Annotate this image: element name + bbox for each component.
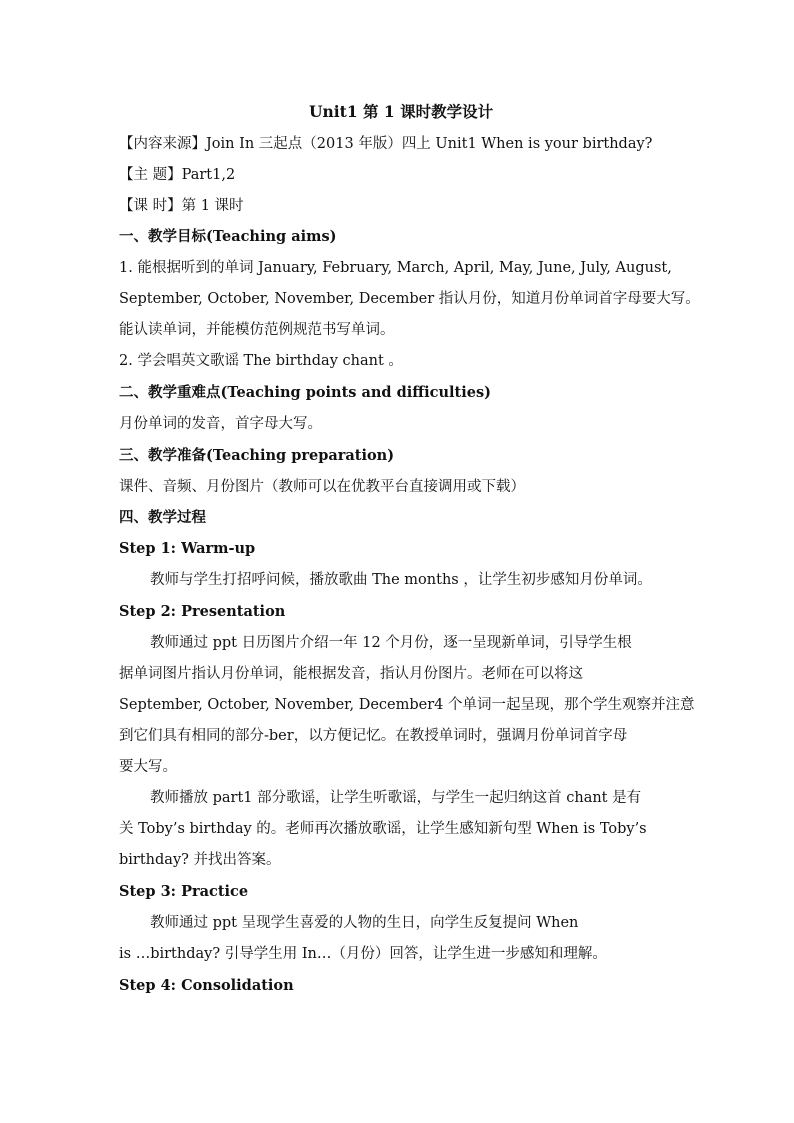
step1-heading: Step 1: Warm-up bbox=[119, 540, 256, 557]
step2-p1-line3: September, October, November, December4 个单词一起呈现，那个学生观察并注意 bbox=[119, 697, 695, 713]
step2-p2-line1: 教师播放 part1 部分歌谣，让学生听歌谣，与学生一起归纳这首 chant 是有 bbox=[150, 790, 642, 806]
step2-p1-line1: 教师通过 ppt 日历图片介绍一年 12 个月份，逐一呈现新单词，引导学生根 bbox=[150, 635, 632, 651]
points-text: 月份单词的发音，首字母大写。 bbox=[119, 416, 322, 432]
points-heading: 二、教学重难点(Teaching points and difficulties) bbox=[119, 384, 492, 401]
step4-heading: Step 4: Consolidation bbox=[119, 977, 294, 994]
source-line: 【内容来源】Join In 三起点（2013 年版）四上 Unit1 When is your birthday? bbox=[119, 136, 653, 152]
step2-p1-line5: 要大写。 bbox=[119, 759, 177, 775]
step3-heading: Step 3: Practice bbox=[119, 883, 249, 900]
step3-line1: 教师通过 ppt 呈现学生喜爱的人物的生日，向学生反复提问 When bbox=[150, 915, 579, 931]
step2-p2-line2: 关 Toby’s birthday 的。老师再次播放歌谣，让学生感知新句型 When is Toby’s bbox=[119, 821, 647, 837]
aims-item1-line1: 1. 能根据听到的单词 January, February, March, April, May, June, July, August, bbox=[119, 260, 672, 276]
step2-p1-line2: 据单词图片指认月份单词，能根据发音，指认月份图片。老师在可以将这 bbox=[119, 666, 583, 682]
step1-text: 教师与学生打招呼问候，播放歌曲 The months ，让学生初步感知月份单词。 bbox=[150, 572, 652, 588]
step2-heading: Step 2: Presentation bbox=[119, 603, 286, 620]
aims-item1-line3: 能认读单词，并能模仿范例规范书写单词。 bbox=[119, 322, 395, 338]
aims-heading: 一、教学目标(Teaching aims) bbox=[119, 228, 337, 245]
topic-line: 【主 题】Part1,2 bbox=[119, 167, 236, 183]
step2-p1-line4: 到它们具有相同的部分-ber，以方便记忆。在教授单词时，强调月份单词首字母 bbox=[119, 728, 628, 744]
aims-item2: 2. 学会唱英文歌谣 The birthday chant 。 bbox=[119, 353, 403, 369]
aims-item1-line2: September, October, November, December 指认月份，知道月份单词首字母要大写。 bbox=[119, 291, 700, 307]
process-heading: 四、教学过程 bbox=[119, 509, 206, 526]
preparation-heading: 三、教学准备(Teaching preparation) bbox=[119, 447, 395, 464]
period-line: 【课 时】第 1 课时 bbox=[119, 198, 244, 214]
step2-p2-line3: birthday? 并找出答案。 bbox=[119, 852, 281, 868]
step3-line2: is …birthday? 引导学生用 In…（月份）回答，让学生进一步感知和理解。 bbox=[119, 946, 607, 962]
preparation-text: 课件、音频、月份图片（教师可以在优教平台直接调用或下载） bbox=[119, 479, 525, 495]
page-title: Unit1 第 1 课时教学设计 bbox=[309, 102, 494, 121]
